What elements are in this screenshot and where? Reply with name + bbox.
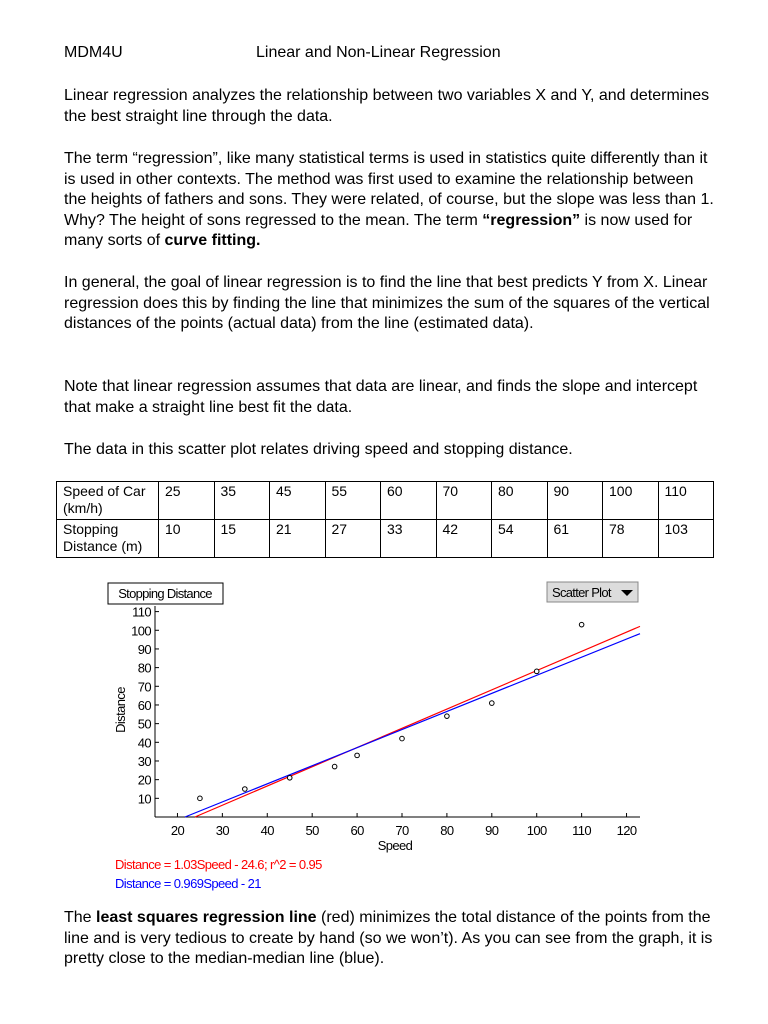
data-point	[490, 701, 495, 706]
speed-cell: 80	[492, 482, 548, 520]
speed-cell: 110	[658, 482, 714, 520]
x-tick-label: 80	[440, 823, 454, 838]
page-header	[64, 44, 724, 66]
p2-bold-curve-fitting: curve fitting.	[164, 232, 261, 249]
distance-cell: 33	[381, 520, 437, 558]
intro-paragraph: Linear regression analyzes the relationship between two variables X and Y, and determines the best straight line through the data.	[64, 87, 710, 125]
distance-cell: 15	[214, 520, 270, 558]
y-tick-label: 60	[137, 697, 151, 713]
blue-line-equation: Distance = 0.969Speed - 21	[115, 876, 261, 891]
speed-cell: 100	[603, 482, 659, 520]
y-axis-label: Distance	[113, 687, 128, 733]
y-tick-label: 80	[137, 660, 151, 676]
x-tick-label: 120	[616, 823, 637, 838]
y-tick-label: 100	[131, 623, 151, 639]
x-tick-label: 50	[305, 823, 319, 838]
data-point	[355, 753, 360, 758]
scatter-plot-menu-button[interactable]	[547, 582, 638, 602]
x-tick-label: 70	[395, 823, 409, 838]
chart-axes	[131, 605, 640, 838]
y-tick-label: 50	[137, 716, 151, 732]
red-line-equation: Distance = 1.03Speed - 24.6; r^2 = 0.95	[115, 857, 322, 872]
data-point	[534, 669, 539, 674]
distance-cell: 54	[492, 520, 548, 558]
y-tick-label: 10	[137, 791, 151, 807]
chart-title-text: Stopping Distance	[118, 586, 212, 601]
page-title: Linear and Non-Linear Regression	[256, 44, 501, 61]
scatter-chart	[100, 580, 645, 860]
distance-cell: 42	[436, 520, 492, 558]
p6-text-a: The	[64, 909, 97, 926]
p2-text-a: The term “regression”, like many statistical terms is used in statistics quite differently than it is used in other contexts. The method was first used to examine the relationship between the heights of fathers and sons. They were related, of course, but the slope was less than 1. Why? The height of sons regressed to the mean. The term	[64, 150, 714, 229]
menu-button-label[interactable]: Scatter Plot	[552, 585, 611, 600]
x-tick-label: 40	[260, 823, 274, 838]
distance-row-label: Stopping Distance (m)	[57, 520, 159, 558]
data-point	[579, 622, 584, 627]
p2-text-c: is now used for many sorts of	[64, 211, 693, 249]
data-point	[243, 787, 248, 792]
y-tick-label: 110	[132, 604, 151, 620]
chart-title	[108, 583, 223, 604]
regression-lines	[185, 626, 640, 817]
y-tick-label: 70	[137, 679, 151, 695]
x-tick-label: 20	[170, 823, 185, 838]
least-squares-line	[195, 626, 640, 817]
conclusion-paragraph	[64, 908, 714, 970]
regression-term-paragraph	[64, 149, 714, 252]
data-point	[198, 796, 203, 801]
speed-cell: 90	[547, 482, 603, 520]
y-tick-label: 20	[137, 772, 151, 788]
distance-cell: 78	[603, 520, 659, 558]
median-median-line	[185, 634, 640, 817]
distance-row	[57, 520, 714, 558]
distance-cell: 27	[325, 520, 381, 558]
speed-cell: 55	[325, 482, 381, 520]
x-tick-label: 100	[526, 823, 547, 838]
y-tick-label: 40	[137, 735, 151, 751]
assumption-paragraph: Note that linear regression assumes that data are linear, and finds the slope and intercept that make a straight line best fit the data.	[64, 378, 698, 416]
data-table	[56, 481, 714, 558]
p6-text-c: (red) minimizes the total distance of the points from the line and is very tedious to create by hand (so we won’t). As you can see from the graph, it is pretty close to the median-median line (blue).	[64, 909, 713, 967]
data-points	[198, 622, 584, 800]
y-tick-label: 30	[137, 753, 151, 769]
speed-cell: 60	[381, 482, 437, 520]
distance-cell: 21	[270, 520, 326, 558]
scatter-intro-paragraph: The data in this scatter plot relates driving speed and stopping distance.	[64, 441, 573, 458]
x-axis-label: Speed	[377, 838, 413, 853]
speed-cell: 45	[270, 482, 326, 520]
speed-row-label: Speed of Car (km/h)	[57, 482, 159, 520]
distance-cell: 103	[658, 520, 714, 558]
data-point	[400, 736, 405, 741]
x-tick-label: 30	[215, 823, 229, 838]
y-tick-label: 90	[137, 641, 151, 657]
data-point	[332, 764, 337, 769]
x-tick-label: 60	[350, 823, 364, 838]
speed-cell: 70	[436, 482, 492, 520]
speed-cell: 35	[214, 482, 270, 520]
x-tick-label: 110	[572, 823, 592, 838]
data-point	[445, 714, 450, 719]
course-code: MDM4U	[64, 44, 123, 61]
x-tick-label: 90	[485, 823, 499, 838]
distance-cell: 61	[547, 520, 603, 558]
p2-bold-regression: “regression”	[482, 211, 581, 229]
data-point	[287, 775, 292, 780]
distance-cell: 10	[159, 520, 215, 558]
speed-cell: 25	[159, 482, 215, 520]
p6-bold-lsrl: least squares regression line	[96, 909, 317, 926]
goal-paragraph: In general, the goal of linear regression is to find the line that best predicts Y from X. Linear regression does this by finding the line that minimizes the sum of the squares of the vertical distances of the points (actual data) from the line (estimated data).	[64, 274, 710, 332]
speed-row	[57, 482, 714, 520]
